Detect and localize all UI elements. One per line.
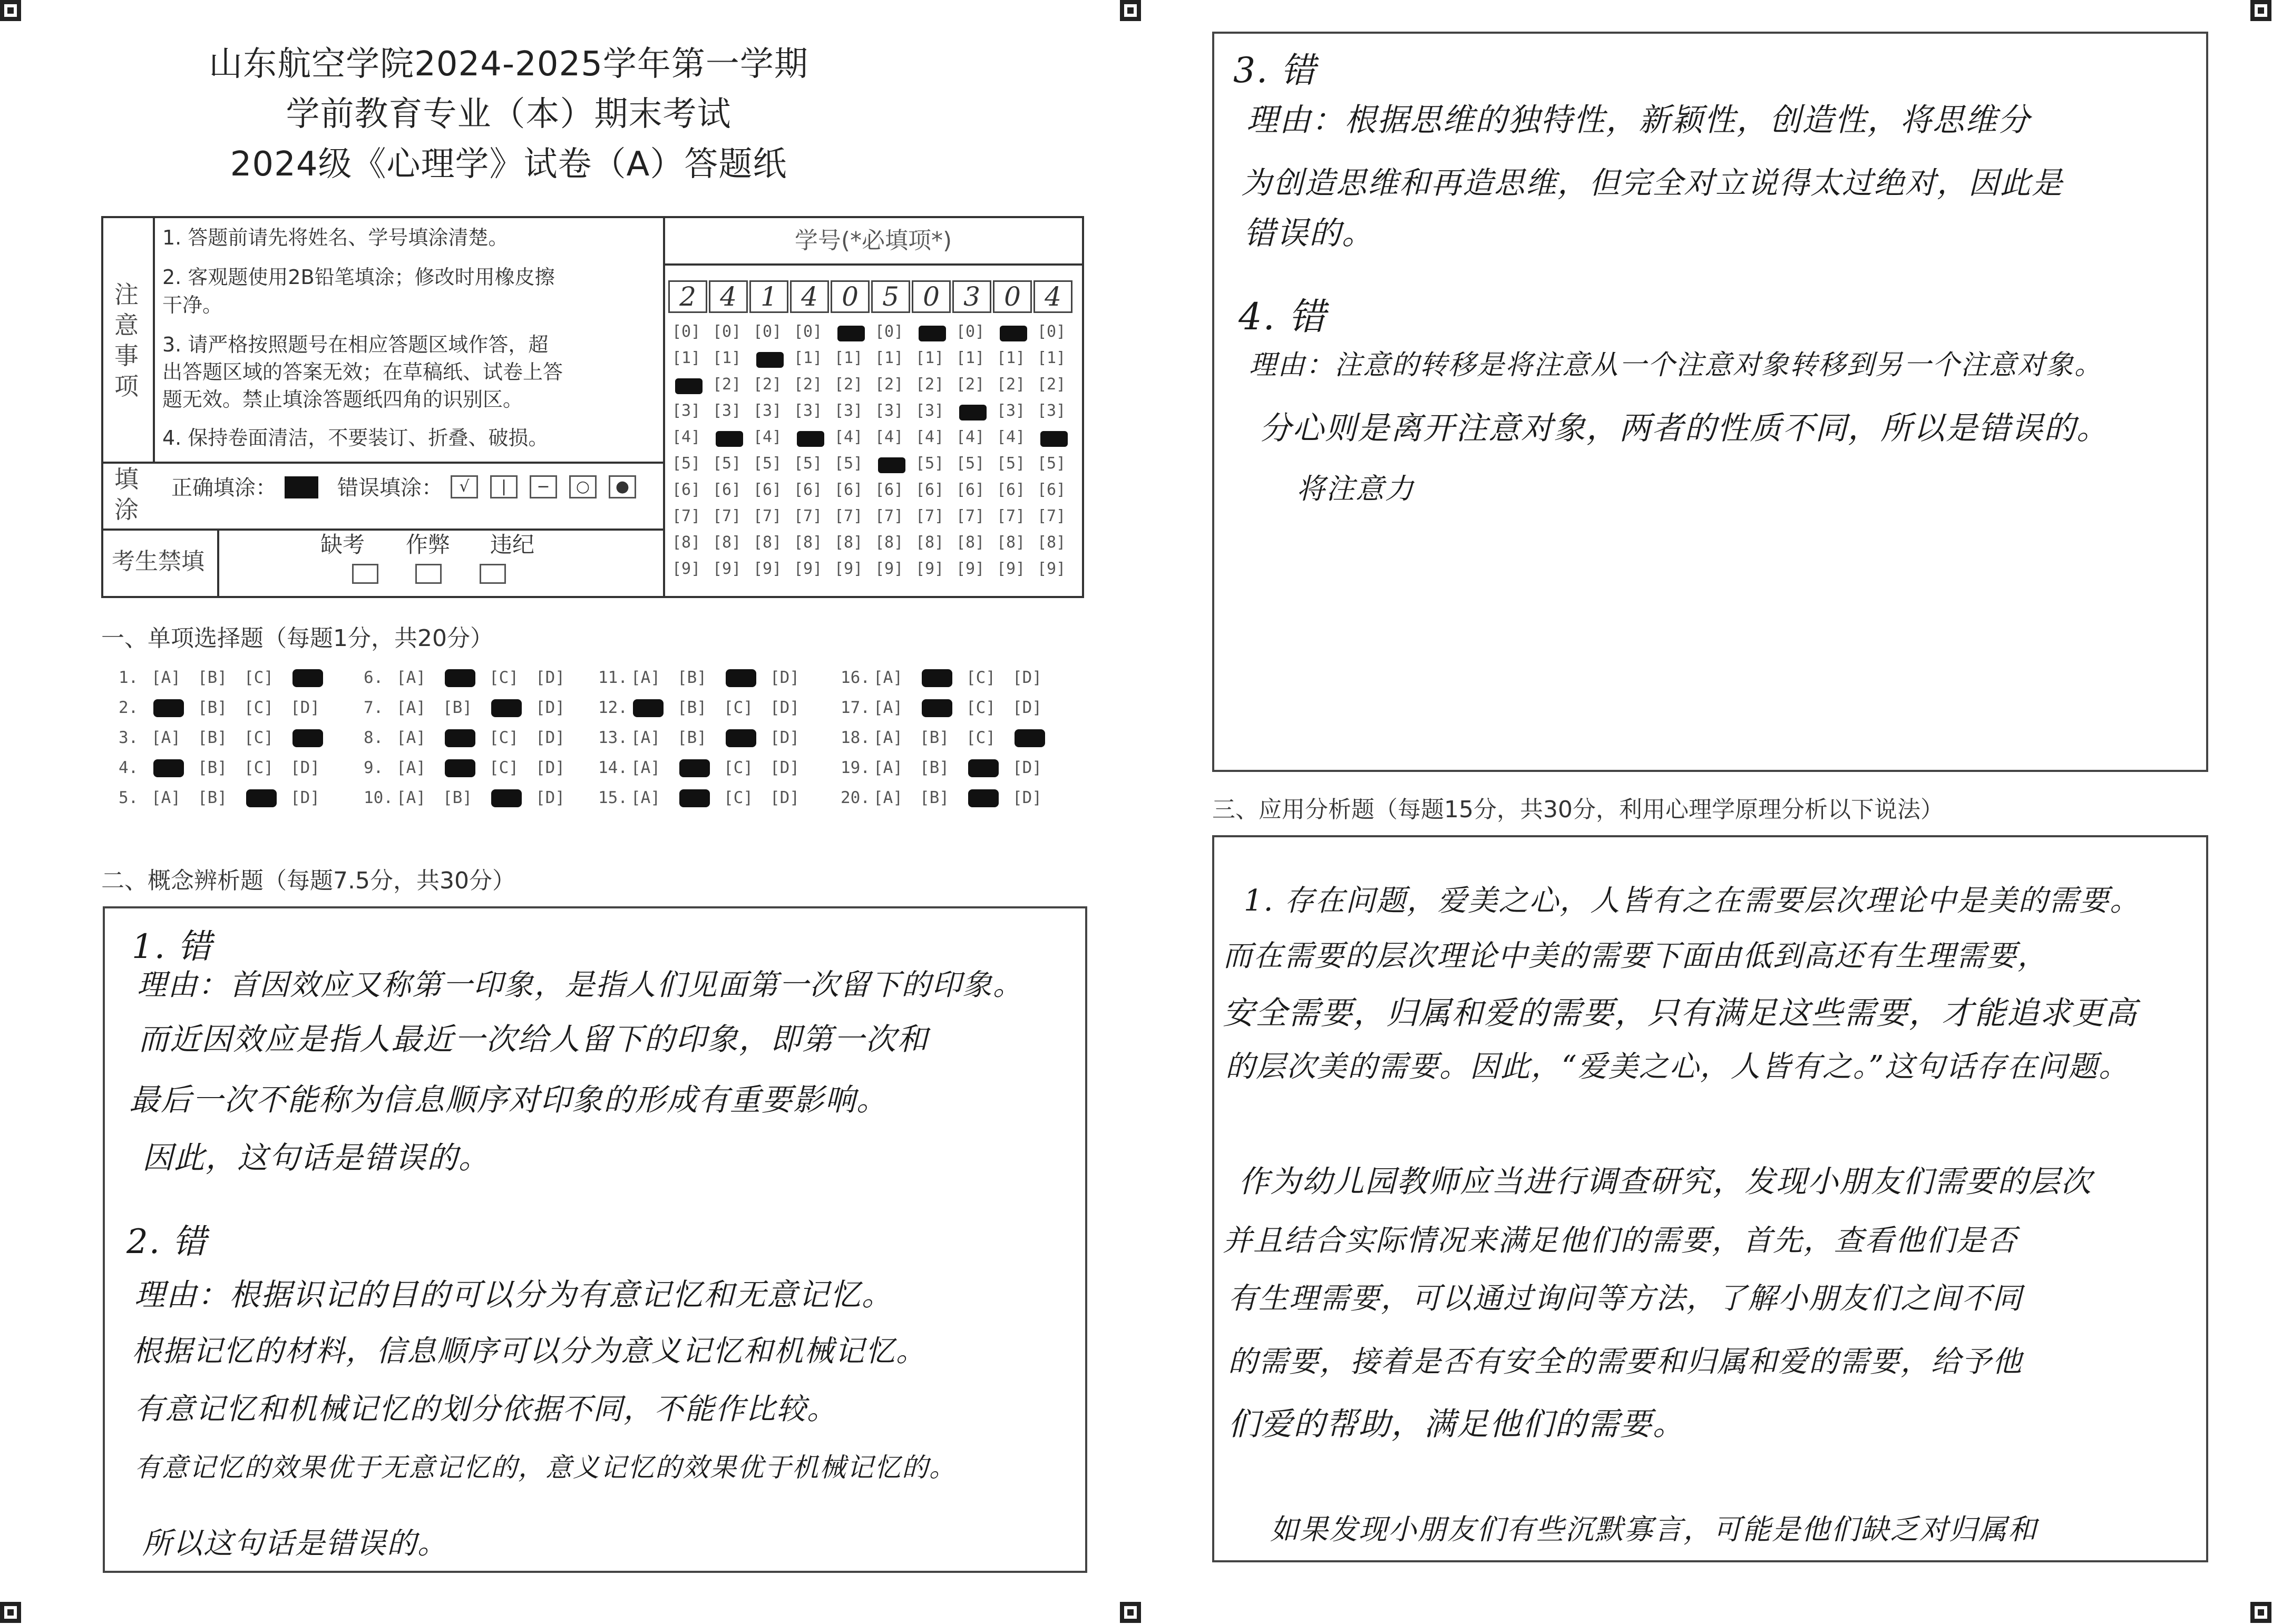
student-id-bubble[interactable]: [2] [713, 375, 742, 394]
student-id-bubble-filled[interactable] [837, 326, 865, 341]
s2-line-1: 1. 错 [132, 927, 213, 966]
student-id-bubble[interactable]: [0] [672, 322, 701, 341]
mcq-option[interactable]: [D] [770, 758, 799, 777]
student-id-bubble[interactable]: [7] [956, 507, 985, 525]
student-id-bubble[interactable]: [5] [713, 454, 742, 473]
s2-line-7: 理由：根据识记的目的可以分为有意记忆和无意记忆。 [134, 1277, 894, 1313]
notice-item-2: 2. 客观题使用2B铅笔填涂；修改时用橡皮擦 [162, 266, 555, 289]
mcq-option[interactable]: [D] [535, 698, 565, 717]
student-id-bubble[interactable]: [3] [713, 402, 742, 420]
mcq-option-filled[interactable] [922, 699, 952, 717]
student-id-bubble[interactable]: [3] [997, 402, 1026, 420]
mcq-question-number: 2. [119, 698, 139, 717]
student-id-bubble[interactable]: [6] [956, 481, 985, 499]
student-id-bubble[interactable]: [4] [915, 428, 944, 446]
mcq-option-filled[interactable] [445, 729, 475, 747]
mcq-option[interactable]: [C] [489, 728, 519, 747]
correct-fill-sample [285, 476, 318, 498]
student-id-bubble[interactable]: [0] [875, 322, 904, 341]
notice-item-3c: 题无效。禁止填涂答题纸四角的识别区。 [162, 388, 523, 411]
student-id-bubble[interactable]: [7] [713, 507, 742, 525]
student-id-digit: 3 [952, 280, 991, 313]
student-id-bubble[interactable]: [8] [875, 533, 904, 552]
wrong-fill-sample-5: ● [609, 475, 636, 498]
mcq-option[interactable]: [C] [966, 728, 996, 747]
student-id-bubble[interactable]: [9] [713, 560, 742, 578]
s2-line-8: 根据记忆的材料，信息顺序可以分为意义记忆和机械记忆。 [132, 1334, 927, 1368]
mcq-option[interactable]: [B] [677, 728, 707, 747]
corner-marker-bottom-right [2250, 1602, 2271, 1623]
mcq-question-number: 15. [598, 788, 628, 807]
student-id-digit: 4 [790, 280, 829, 313]
mcq-option[interactable]: [B] [198, 788, 227, 807]
s2b-line-5: 4. 错 [1238, 295, 1327, 338]
mcq-option[interactable]: [D] [290, 698, 320, 717]
mcq-option[interactable]: [A] [396, 758, 426, 777]
fill-wrong-label: 错误填涂： [337, 476, 443, 500]
student-id-bubble[interactable]: [4] [956, 428, 985, 446]
student-id-bubble[interactable]: [1] [956, 349, 985, 367]
student-id-bubble[interactable]: [6] [753, 481, 782, 499]
s3-line-8: 的需要，接着是否有安全的需要和归属和爱的需要，给予他 [1228, 1345, 2023, 1379]
student-id-bubble[interactable]: [7] [997, 507, 1026, 525]
mcq-question-number: 19. [841, 758, 870, 777]
mcq-option[interactable]: [D] [770, 698, 799, 717]
student-id-bubble[interactable]: [1] [834, 349, 863, 367]
student-id-bubble[interactable]: [8] [794, 533, 823, 552]
exam-title-line3: 2024级《心理学》试卷（A）答题纸 [230, 145, 787, 184]
section2-answer-box-right [1212, 32, 2208, 772]
s2b-line-3: 为创造思维和再造思维，但完全对立说得太过绝对，因此是 [1241, 165, 2064, 201]
mcq-option[interactable]: [D] [770, 728, 799, 747]
mcq-question-number: 16. [841, 668, 870, 687]
student-id-bubble[interactable]: [5] [834, 454, 863, 473]
student-id-digit: 0 [993, 280, 1032, 313]
corner-marker-top-right [2250, 0, 2271, 21]
mcq-option-filled[interactable] [968, 759, 999, 777]
student-id-bubble[interactable]: [0] [794, 322, 823, 341]
student-id-bubble-filled[interactable] [1040, 431, 1068, 447]
student-id-bubble[interactable]: [4] [834, 428, 863, 446]
mcq-question-number: 11. [598, 668, 628, 687]
mcq-question-number: 18. [841, 728, 870, 747]
mcq-option-filled[interactable] [153, 759, 184, 777]
mcq-option[interactable]: [B] [198, 698, 227, 717]
student-id-bubble[interactable]: [6] [915, 481, 944, 499]
mcq-option[interactable]: [B] [920, 758, 949, 777]
mcq-option-filled[interactable] [679, 759, 710, 777]
mcq-option-filled[interactable] [292, 729, 323, 747]
forbidden-label: 考生禁填 [112, 548, 204, 575]
mcq-option[interactable]: [A] [396, 788, 426, 807]
mcq-option[interactable]: [C] [966, 698, 996, 717]
s3-line-10: 如果发现小朋友们有些沉默寡言，可能是他们缺乏对归属和 [1270, 1513, 2037, 1546]
student-id-bubble[interactable]: [6] [997, 481, 1026, 499]
mcq-question-number: 9. [364, 758, 384, 777]
mcq-option[interactable]: [B] [198, 668, 227, 687]
s2-line-4: 最后一次不能称为信息顺序对印象的形成有重要影响。 [129, 1082, 889, 1118]
mcq-option-filled[interactable] [1015, 729, 1045, 747]
mcq-option-filled[interactable] [726, 669, 756, 687]
mcq-option[interactable]: [A] [396, 668, 426, 687]
student-id-bubble[interactable]: [9] [915, 560, 944, 578]
forbidden-violation-label: 违纪 [490, 532, 535, 557]
mcq-option[interactable]: [C] [489, 668, 519, 687]
notice-item-4: 4. 保持卷面清洁，不要装订、折叠、破损。 [162, 426, 549, 449]
exam-title-line1: 山东航空学院2024-2025学年第一学期 [209, 45, 808, 84]
mcq-option-filled[interactable] [292, 669, 323, 687]
fill-correct-label: 正确填涂： [171, 476, 277, 500]
mcq-option-filled[interactable] [922, 669, 952, 687]
student-id-digit: 4 [1033, 280, 1072, 313]
mcq-option-filled[interactable] [445, 669, 475, 687]
student-id-bubble[interactable]: [7] [1037, 507, 1066, 525]
mcq-option[interactable]: [A] [151, 668, 181, 687]
notice-item-3: 3. 请严格按照题号在相应答题区域作答，超 [162, 333, 549, 356]
student-id-bubble[interactable]: [1] [713, 349, 742, 367]
s2-line-6: 2. 错 [126, 1222, 208, 1261]
forbidden-cheat-box[interactable] [415, 564, 442, 584]
student-id-bubble[interactable]: [1] [794, 349, 823, 367]
mcq-question-number: 17. [841, 698, 870, 717]
mcq-option[interactable]: [A] [873, 728, 903, 747]
mcq-option-filled[interactable] [153, 699, 184, 717]
mcq-question-number: 14. [598, 758, 628, 777]
student-id-bubble[interactable]: [1] [875, 349, 904, 367]
section2-title: 二、概念辨析题（每题7.5分，共30分） [101, 867, 515, 894]
s2-line-10: 有意记忆的效果优于无意记忆的，意义记忆的效果优于机械记忆的。 [134, 1452, 957, 1483]
forbidden-violation-box[interactable] [480, 564, 506, 584]
notice-item-2b: 干净。 [162, 294, 223, 317]
mcq-option-filled[interactable] [726, 729, 756, 747]
mcq-option-filled[interactable] [679, 789, 710, 807]
s2-line-11: 所以这句话是错误的。 [142, 1527, 448, 1561]
student-id-bubble[interactable]: [9] [997, 560, 1026, 578]
student-id-bubble[interactable]: [9] [1037, 560, 1066, 578]
student-id-digit: 2 [668, 280, 707, 313]
corner-marker-bottom-left [0, 1602, 21, 1623]
student-id-bubble[interactable]: [9] [794, 560, 823, 578]
mcq-option-filled[interactable] [491, 699, 522, 717]
wrong-fill-sample-2: | [490, 475, 518, 498]
mcq-option[interactable]: [B] [443, 698, 472, 717]
student-id-bubble[interactable]: [8] [956, 533, 985, 552]
mcq-option[interactable]: [B] [198, 728, 227, 747]
mcq-option[interactable]: [C] [244, 728, 274, 747]
s3-line-4: 的层次美的需要。因此，“爱美之心，人皆有之。”这句话存在问题。 [1225, 1050, 2130, 1084]
student-id-bubble[interactable]: [0] [1037, 322, 1066, 341]
student-id-bubble[interactable]: [5] [753, 454, 782, 473]
student-id-bubble-filled[interactable] [878, 457, 905, 473]
student-id-bubble[interactable]: [6] [834, 481, 863, 499]
student-id-bubble[interactable]: [0] [753, 322, 782, 341]
mcq-question-number: 10. [364, 788, 393, 807]
student-id-bubble[interactable]: [6] [794, 481, 823, 499]
student-id-bubble[interactable]: [7] [753, 507, 782, 525]
student-id-bubble[interactable]: [1] [997, 349, 1026, 367]
student-id-bubble[interactable]: [7] [794, 507, 823, 525]
student-id-digit: 0 [912, 280, 951, 313]
student-id-bubble-filled[interactable] [919, 326, 946, 341]
mcq-option-filled[interactable] [445, 759, 475, 777]
mcq-option[interactable]: [C] [966, 668, 996, 687]
mcq-option[interactable]: [C] [489, 758, 519, 777]
mcq-option[interactable]: [C] [244, 698, 274, 717]
student-id-bubble[interactable]: [8] [753, 533, 782, 552]
student-id-bubble[interactable]: [3] [753, 402, 782, 420]
fill-label: 填涂 [114, 465, 139, 524]
student-id-bubble[interactable]: [9] [875, 560, 904, 578]
student-id-bubble[interactable]: [2] [997, 375, 1026, 394]
student-id-bubble[interactable]: [5] [672, 454, 701, 473]
student-id-bubble[interactable]: [2] [1037, 375, 1066, 394]
mcq-option[interactable]: [D] [1012, 758, 1042, 777]
mcq-option[interactable]: [D] [535, 788, 565, 807]
mcq-option[interactable]: [A] [873, 668, 903, 687]
notice-label: 注意事项 [114, 280, 139, 400]
student-id-digit: 4 [709, 280, 748, 313]
mcq-option[interactable]: [B] [198, 758, 227, 777]
wrong-fill-sample-3: − [530, 475, 557, 498]
student-id-bubble[interactable]: [5] [794, 454, 823, 473]
student-id-title: 学号(*必填项*) [794, 227, 952, 254]
mcq-option[interactable]: [D] [535, 668, 565, 687]
student-id-bubble[interactable]: [5] [915, 454, 944, 473]
student-id-bubble[interactable]: [8] [672, 533, 701, 552]
student-id-digit: 0 [831, 280, 870, 313]
student-id-bubble[interactable]: [2] [875, 375, 904, 394]
student-id-bubble[interactable]: [6] [875, 481, 904, 499]
s2b-line-6: 理由：注意的转移是将注意从一个注意对象转移到另一个注意对象。 [1249, 349, 2103, 381]
s2b-line-4: 错误的。 [1244, 215, 1374, 252]
mcq-option[interactable]: [A] [396, 728, 426, 747]
student-id-digit: 1 [749, 280, 788, 313]
student-id-bubble[interactable]: [3] [915, 402, 944, 420]
s3-line-7: 有生理需要，可以通过询问等方法，了解小朋友们之间不同 [1228, 1281, 2023, 1316]
section3-title: 三、应用分析题（每题15分，共30分，利用心理学原理分析以下说法） [1212, 796, 1944, 823]
student-id-bubble-filled[interactable] [756, 352, 784, 368]
mcq-option-filled[interactable] [246, 789, 277, 807]
s3-line-2: 而在需要的层次理论中美的需要下面由低到高还有生理需要， [1223, 939, 2048, 973]
mcq-option[interactable]: [D] [290, 758, 320, 777]
exam-title-line2: 学前教育专业（本）期末考试 [286, 95, 732, 134]
forbidden-absent-box[interactable] [352, 564, 378, 584]
student-id-bubble[interactable]: [3] [672, 402, 701, 420]
student-id-bubble[interactable]: [5] [997, 454, 1026, 473]
student-id-bubble[interactable]: [8] [834, 533, 863, 552]
student-id-bubble[interactable]: [7] [915, 507, 944, 525]
student-id-bubble-filled[interactable] [797, 431, 824, 447]
student-id-bubble[interactable]: [2] [956, 375, 985, 394]
student-id-bubble[interactable]: [6] [1037, 481, 1066, 499]
s2b-line-8: 将注意力 [1296, 472, 1415, 505]
mcq-question-number: 3. [119, 728, 139, 747]
student-id-bubble[interactable]: [9] [834, 560, 863, 578]
student-id-bubble[interactable]: [0] [956, 322, 985, 341]
wrong-fill-sample-1: √ [451, 475, 478, 498]
mcq-option[interactable]: [D] [290, 788, 320, 807]
mcq-option[interactable]: [D] [770, 668, 799, 687]
mcq-option[interactable]: [A] [396, 698, 426, 717]
mcq-option[interactable]: [B] [920, 788, 949, 807]
student-id-bubble[interactable]: [5] [1037, 454, 1066, 473]
student-id-bubble[interactable]: [1] [672, 349, 701, 367]
s2b-line-2: 理由：根据思维的独特性，新颖性，创造性，将思维分 [1246, 102, 2031, 139]
mcq-option[interactable]: [A] [151, 788, 181, 807]
mcq-option[interactable]: [A] [873, 788, 903, 807]
corner-marker-top-left [0, 0, 21, 21]
mcq-question-number: 8. [364, 728, 384, 747]
s2-line-3: 而近因效应是指人最近一次给人留下的印象，即第一次和 [138, 1021, 929, 1057]
student-id-bubble[interactable]: [0] [713, 322, 742, 341]
corner-marker-top-center [1120, 0, 1141, 21]
mcq-option[interactable]: [D] [1012, 668, 1042, 687]
mcq-option[interactable]: [C] [724, 698, 753, 717]
student-id-bubble[interactable]: [4] [672, 428, 701, 446]
s2-line-5: 因此，这句话是错误的。 [142, 1140, 491, 1176]
mcq-question-number: 4. [119, 758, 139, 777]
student-id-bubble[interactable]: [4] [997, 428, 1026, 446]
mcq-option[interactable]: [C] [244, 758, 274, 777]
student-id-bubble[interactable]: [2] [753, 375, 782, 394]
student-id-bubble-filled[interactable] [716, 431, 743, 447]
mcq-option-filled[interactable] [968, 789, 999, 807]
mcq-question-number: 5. [119, 788, 139, 807]
student-id-bubble-filled[interactable] [675, 378, 703, 394]
mcq-option[interactable]: [B] [677, 698, 707, 717]
mcq-option-filled[interactable] [491, 789, 522, 807]
mcq-question-number: 13. [598, 728, 628, 747]
mcq-option[interactable]: [D] [770, 788, 799, 807]
notice-item-3b: 出答题区域的答案无效；在草稿纸、试卷上答 [162, 360, 563, 384]
mcq-option[interactable]: [A] [873, 698, 903, 717]
s2b-line-1: 3. 错 [1233, 50, 1316, 91]
mcq-option[interactable]: [C] [724, 788, 753, 807]
forbidden-absent-label: 缺考 [320, 532, 365, 557]
student-id-bubble[interactable]: [2] [794, 375, 823, 394]
mcq-option[interactable]: [C] [724, 758, 753, 777]
s3-line-5: 作为幼儿园教师应当进行调查研究，发现小朋友们需要的层次 [1238, 1163, 2093, 1199]
s3-line-1: 1. 存在问题，爱美之心，人皆有之在需要层次理论中是美的需要。 [1244, 884, 2141, 918]
forbidden-cheat-label: 作弊 [406, 532, 451, 557]
s2b-line-7: 分心则是离开注意对象，两者的性质不同，所以是错误的。 [1260, 410, 2109, 447]
s2-line-2: 理由：首因效应又称第一印象，是指人们见面第一次留下的印象。 [137, 968, 1023, 1002]
mcq-question-number: 1. [119, 668, 139, 687]
student-id-bubble[interactable]: [4] [753, 428, 782, 446]
mcq-question-number: 6. [364, 668, 384, 687]
corner-marker-bottom-center [1120, 1602, 1141, 1623]
student-id-bubble[interactable]: [1] [1037, 349, 1066, 367]
student-id-bubble[interactable]: [8] [915, 533, 944, 552]
student-id-bubble[interactable]: [8] [1037, 533, 1066, 552]
student-id-bubble[interactable]: [7] [875, 507, 904, 525]
student-id-bubble[interactable]: [3] [1037, 402, 1066, 420]
s3-line-3: 安全需要，归属和爱的需要，只有满足这些需要，才能追求更高 [1223, 995, 2138, 1032]
student-id-digit: 5 [871, 280, 910, 313]
mcq-option[interactable]: [A] [631, 728, 660, 747]
student-id-bubble[interactable]: [6] [713, 481, 742, 499]
wrong-fill-sample-4: ○ [569, 475, 597, 498]
student-id-bubble[interactable]: [4] [875, 428, 904, 446]
notice-item-1: 1. 答题前请先将姓名、学号填涂清楚。 [162, 226, 509, 249]
mcq-option[interactable]: [A] [631, 788, 660, 807]
mcq-question-number: 7. [364, 698, 384, 717]
mcq-option[interactable]: [B] [443, 788, 472, 807]
mcq-option[interactable]: [B] [677, 668, 707, 687]
student-id-bubble[interactable]: [6] [672, 481, 701, 499]
section1-title: 一、单项选择题（每题1分，共20分） [101, 625, 493, 652]
mcq-option-filled[interactable] [633, 699, 664, 717]
student-id-bubble[interactable]: [2] [834, 375, 863, 394]
mcq-option[interactable]: [A] [873, 758, 903, 777]
mcq-option[interactable]: [A] [631, 668, 660, 687]
s3-line-9: 们爱的帮助，满足他们的需要。 [1228, 1406, 1685, 1443]
student-id-bubble[interactable]: [1] [915, 349, 944, 367]
student-id-bubble[interactable]: [8] [997, 533, 1026, 552]
student-id-bubble[interactable]: [7] [672, 507, 701, 525]
mcq-option[interactable]: [D] [535, 728, 565, 747]
s3-line-6: 并且结合实际情况来满足他们的需要，首先，查看他们是否 [1223, 1224, 2017, 1258]
student-id-bubble[interactable]: [5] [956, 454, 985, 473]
mcq-option[interactable]: [D] [1012, 698, 1042, 717]
mcq-option[interactable]: [A] [151, 728, 181, 747]
mcq-option[interactable]: [C] [244, 668, 274, 687]
student-id-bubble[interactable]: [9] [956, 560, 985, 578]
mcq-question-number: 12. [598, 698, 628, 717]
student-id-bubble[interactable]: [2] [915, 375, 944, 394]
mcq-question-number: 20. [841, 788, 870, 807]
student-id-bubble[interactable]: [7] [834, 507, 863, 525]
s2-line-9: 有意记忆和机械记忆的划分依据不同，不能作比较。 [134, 1392, 837, 1426]
student-id-bubble[interactable]: [9] [672, 560, 701, 578]
mcq-option[interactable]: [D] [535, 758, 565, 777]
student-id-bubble[interactable]: [8] [713, 533, 742, 552]
student-id-bubble-filled[interactable] [1000, 326, 1027, 341]
student-id-bubble-filled[interactable] [959, 405, 987, 420]
mcq-option[interactable]: [A] [631, 758, 660, 777]
student-id-bubble[interactable]: [9] [753, 560, 782, 578]
mcq-option[interactable]: [D] [1012, 788, 1042, 807]
student-id-bubble[interactable]: [3] [834, 402, 863, 420]
student-id-bubble[interactable]: [3] [875, 402, 904, 420]
student-id-bubble[interactable]: [3] [794, 402, 823, 420]
mcq-option[interactable]: [B] [920, 728, 949, 747]
